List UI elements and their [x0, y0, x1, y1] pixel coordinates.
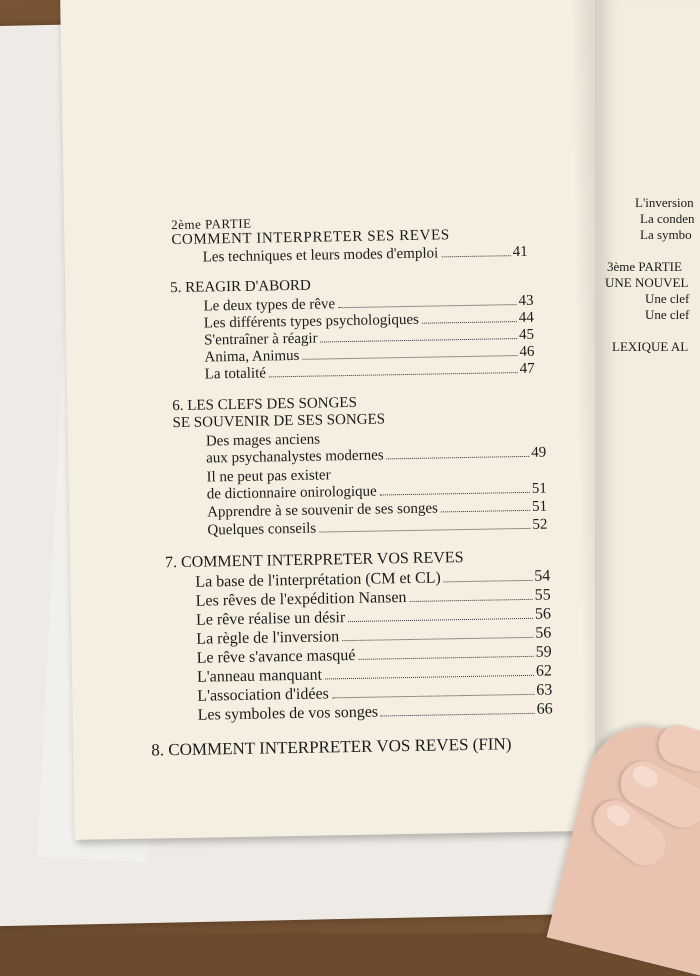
toc-entry-title: Le rêve s'avance masqué: [196, 646, 356, 667]
toc-page-number: 44: [518, 309, 534, 327]
toc-entry-title: Les rêves de l'expédition Nansen: [195, 589, 407, 610]
toc-page-number: 46: [519, 343, 535, 361]
toc-page-number: 43: [518, 292, 534, 310]
toc-page-number: 51: [531, 480, 547, 497]
toc-entry-title: Des mages anciens: [205, 431, 321, 450]
toc-page-number: 63: [536, 681, 553, 699]
leader-dots: [441, 510, 530, 513]
toc-page-number: 54: [534, 567, 551, 585]
toc-page-number: 55: [534, 586, 551, 604]
chapter-7-title: 7. COMMENT INTERPRETER VOS REVES: [164, 549, 464, 572]
leader-dots: [359, 656, 534, 660]
leader-dots: [444, 580, 533, 583]
toc-entry-title: Il ne peut pas exister: [206, 467, 331, 486]
leader-dots: [342, 637, 533, 641]
toc-page-number: 56: [535, 624, 552, 642]
toc-page-number: 49: [531, 444, 547, 461]
toc-page-number: 59: [535, 643, 552, 661]
toc-page-number: 41: [512, 243, 528, 261]
toc-page-number: 45: [518, 326, 535, 344]
chapter-6-subtitle: SE SOUVENIR DE SES SONGES: [172, 411, 386, 432]
toc-entry-title: Anima, Animus: [204, 347, 300, 366]
part-title: COMMENT INTERPRETER SES REVES: [171, 227, 450, 249]
toc-page-number: 66: [536, 700, 553, 718]
toc-entry-title: Le deux types de rêve: [203, 296, 336, 315]
leader-dots: [348, 618, 533, 622]
leader-dots: [380, 492, 530, 496]
leader-dots: [302, 355, 517, 360]
chapter-5-title: 5. REAGIR D'ABORD: [170, 277, 311, 297]
leader-dots: [387, 456, 530, 459]
leader-dots: [410, 599, 533, 602]
right-page-line: 3ème PARTIE: [607, 259, 682, 274]
toc-entry-title: La règle de l'inversion: [196, 628, 340, 648]
toc-entry-title: Apprendre à se souvenir de ses songes: [207, 500, 439, 521]
toc-entry-title: Les symboles de vos songes: [197, 703, 379, 724]
fingernail: [604, 801, 633, 829]
toc-entry-title: La totalité: [204, 365, 267, 383]
leader-dots: [269, 372, 518, 377]
chapter-8-title: 8. COMMENT INTERPRETER VOS REVES (FIN): [151, 734, 512, 760]
right-page-line: UNE NOUVEL: [605, 275, 689, 290]
toc-page-number: 56: [534, 605, 552, 623]
right-page-line: La conden: [640, 211, 695, 226]
toc-entry-title: Les différents types psychologiques: [203, 311, 420, 332]
toc-entry-title: S'entraîner à réagir: [204, 330, 318, 349]
book-right-page: [595, 0, 700, 810]
leader-dots: [325, 675, 534, 680]
right-page-line: L'inversion: [635, 195, 694, 210]
toc-entry-title: Les techniques et leurs modes d'emploi: [202, 245, 439, 266]
leader-dots: [332, 694, 534, 699]
right-page-line: LEXIQUE AL: [612, 339, 689, 354]
book-left-page: [60, 0, 615, 840]
fingernail: [630, 763, 661, 791]
toc-entry-title-continued: de dictionnaire onirologique: [206, 483, 377, 503]
toc-page-number: 51: [531, 498, 548, 515]
leader-dots: [381, 713, 535, 717]
toc-entry-title: Quelques conseils: [207, 520, 317, 539]
toc-entry-title: La base de l'interprétation (CM et CL): [195, 569, 441, 591]
right-page-line: Une clef: [645, 307, 690, 322]
toc-page-number: 52: [532, 516, 548, 533]
toc-entry-title: L'anneau manquant: [196, 666, 323, 686]
toc-entry-title-continued: aux psychanalystes modernes: [206, 447, 384, 467]
chapter-6-title: 6. LES CLEFS DES SONGES: [172, 394, 358, 415]
right-page-line: Une clef: [645, 291, 690, 306]
toc-page-number: 62: [535, 662, 553, 680]
leader-dots: [441, 255, 510, 257]
leader-dots: [321, 338, 518, 342]
leader-dots: [319, 528, 530, 533]
right-page-line: La symbo: [640, 227, 692, 242]
toc-page-number: 47: [519, 360, 535, 378]
toc-entry-title: Le rêve réalise un désir: [195, 609, 346, 629]
leader-dots: [338, 304, 516, 308]
toc-entry-title: L'association d'idées: [197, 685, 329, 705]
leader-dots: [422, 321, 517, 324]
part-label: 2ème PARTIE: [170, 215, 252, 233]
